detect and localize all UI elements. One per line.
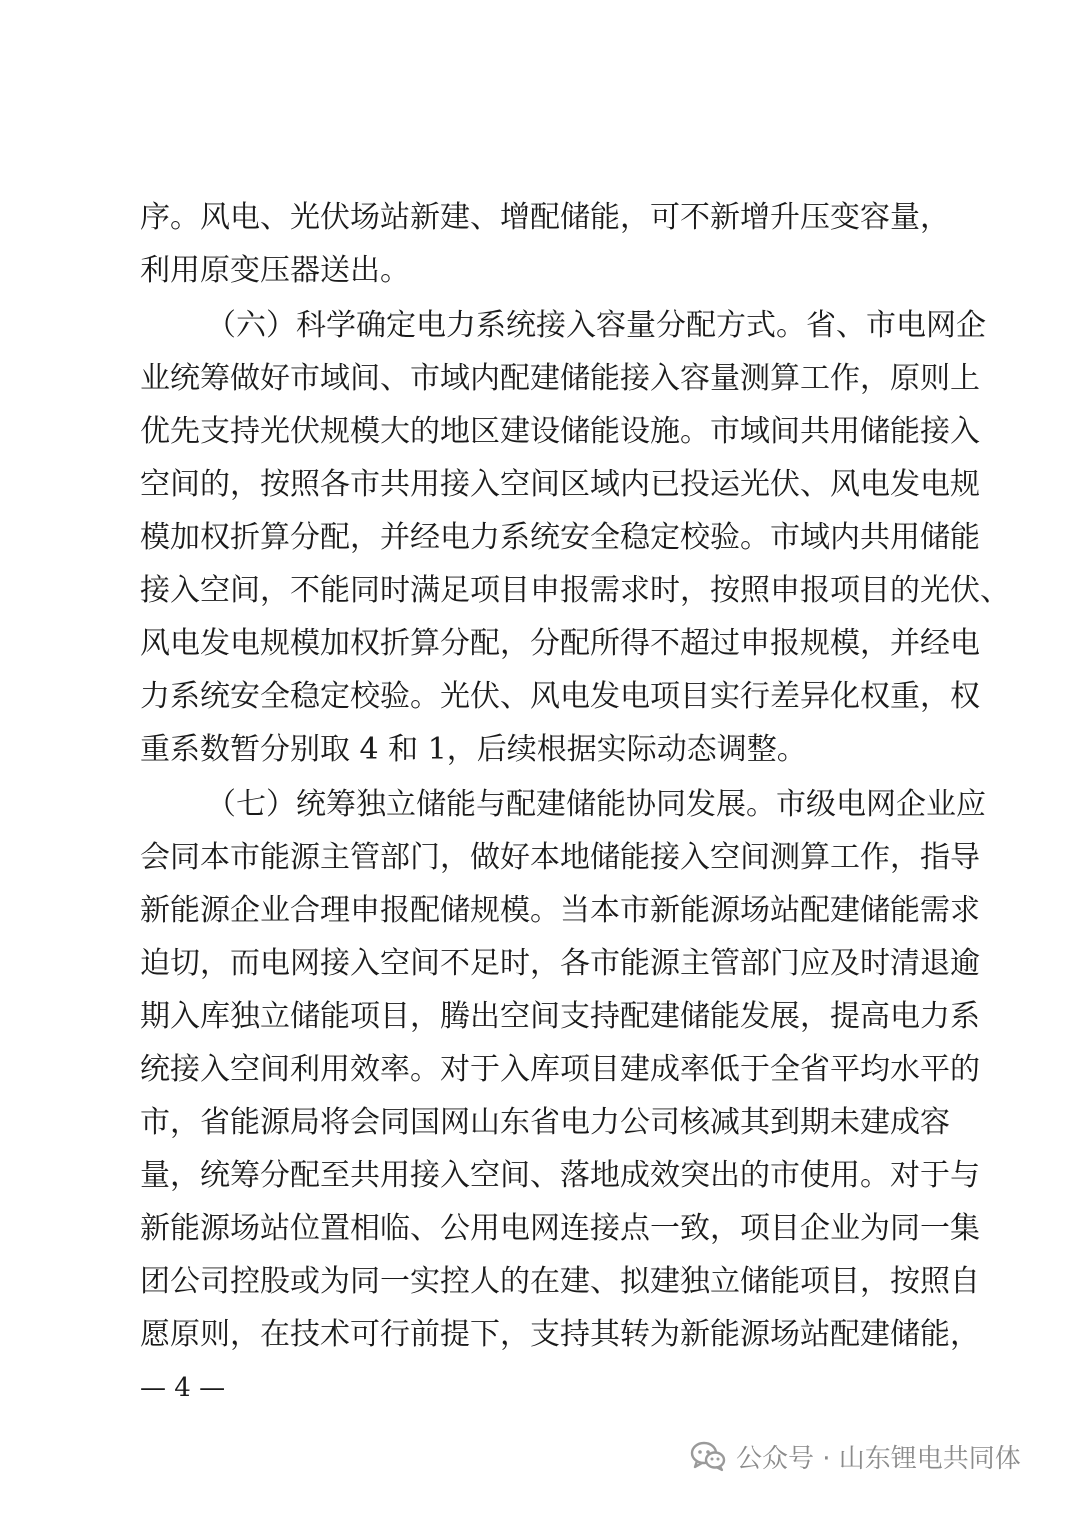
text-line: 风电发电规模加权折算分配，分配所得不超过申报规模，并经电 bbox=[140, 626, 980, 661]
text-line: 业统筹做好市域间、市域内配建储能接入容量测算工作，原则上 bbox=[140, 361, 980, 396]
section-heading-line: （七）统筹独立储能与配建储能协同发展。市级电网企业应 bbox=[206, 787, 986, 822]
text-line: 期入库独立储能项目，腾出空间支持配建储能发展，提高电力系 bbox=[140, 999, 980, 1034]
text-line: 团公司控股或为同一实控人的在建、拟建独立储能项目，按照自 bbox=[140, 1264, 980, 1299]
wechat-icon bbox=[690, 1440, 726, 1472]
watermark-text: 公众号 · 山东锂电共同体 bbox=[736, 1443, 1021, 1474]
text-line: 市，省能源局将会同国网山东省电力公司核减其到期未建成容 bbox=[140, 1105, 950, 1140]
text-line: 重系数暂分别取 4 和 1，后续根据实际动态调整。 bbox=[140, 732, 807, 767]
page-number: — 4 — bbox=[140, 1373, 226, 1403]
text-line: 统接入空间利用效率。对于入库项目建成率低于全省平均水平的 bbox=[140, 1052, 980, 1087]
text-line: 力系统安全稳定校验。光伏、风电发电项目实行差异化权重，权 bbox=[140, 679, 980, 714]
text-line: 利用原变压器送出。 bbox=[140, 253, 410, 288]
section-heading-line: （六）科学确定电力系统接入容量分配方式。省、市电网企 bbox=[206, 308, 986, 343]
text-line: 会同本市能源主管部门，做好本地储能接入空间测算工作，指导 bbox=[140, 840, 980, 875]
text-line: 模加权折算分配，并经电力系统安全稳定校验。市域内共用储能 bbox=[140, 520, 980, 555]
text-line: 空间的，按照各市共用接入空间区域内已投运光伏、风电发电规 bbox=[140, 467, 980, 502]
watermark bbox=[690, 1434, 1021, 1478]
text-line: 接入空间，不能同时满足项目申报需求时，按照申报项目的光伏、 bbox=[140, 573, 1010, 608]
text-line: 新能源场站位置相临、公用电网连接点一致，项目企业为同一集 bbox=[140, 1211, 980, 1246]
text-line: 迫切，而电网接入空间不足时，各市能源主管部门应及时清退逾 bbox=[140, 946, 980, 981]
text-line: 量，统筹分配至共用接入空间、落地成效突出的市使用。对于与 bbox=[140, 1158, 980, 1193]
text-line: 愿原则，在技术可行前提下，支持其转为新能源场站配建储能， bbox=[140, 1317, 980, 1352]
text-line: 序。风电、光伏场站新建、增配储能，可不新增升压变容量， bbox=[140, 200, 950, 235]
text-line: 新能源企业合理申报配储规模。当本市新能源场站配建储能需求 bbox=[140, 893, 980, 928]
text-line: 优先支持光伏规模大的地区建设储能设施。市域间共用储能接入 bbox=[140, 414, 980, 449]
